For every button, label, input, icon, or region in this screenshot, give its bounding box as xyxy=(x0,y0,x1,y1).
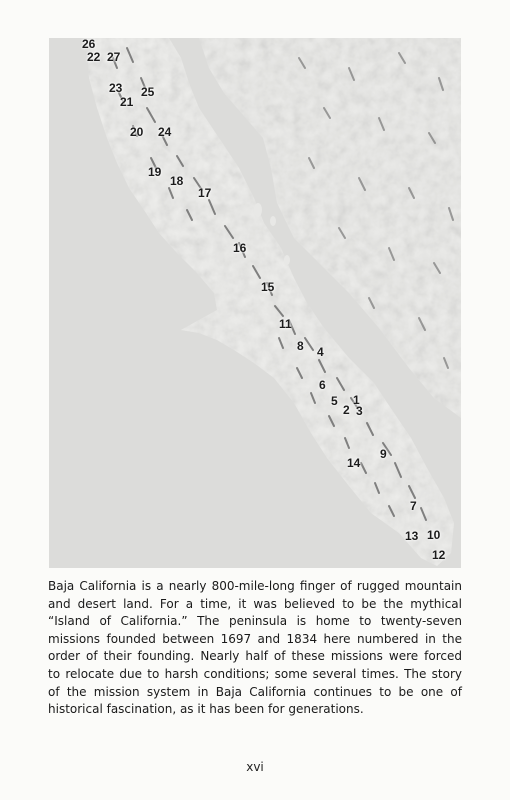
caption-line: and desert land. For a time, it was believed to be the mythical xyxy=(48,596,462,611)
caption-line: missions founded between 1697 and 1834 here numbered in the xyxy=(48,631,462,646)
mission-label-14: 14 xyxy=(347,456,361,470)
mission-label-6: 6 xyxy=(319,378,326,392)
caption-line: to relocate due to harsh conditions; some several times. The story xyxy=(48,666,462,681)
mission-label-8: 8 xyxy=(297,339,304,353)
caption-line: historical fascination, as it has been for generations. xyxy=(48,702,364,717)
mission-label-17: 17 xyxy=(198,186,212,200)
mission-label-15: 15 xyxy=(261,280,275,294)
mission-label-19: 19 xyxy=(148,165,162,179)
mission-label-26: 26 xyxy=(82,38,96,51)
mission-label-4: 4 xyxy=(317,345,324,359)
mission-label-22: 22 xyxy=(87,50,101,64)
map-caption xyxy=(48,578,462,719)
mission-label-20: 20 xyxy=(130,125,144,139)
mission-label-11: 11 xyxy=(279,317,292,331)
mission-label-7: 7 xyxy=(410,499,417,513)
caption-line: “Island of California.” The peninsula is home to twenty-seven xyxy=(48,614,462,629)
mission-label-25: 25 xyxy=(141,85,155,99)
gulf-island xyxy=(254,203,262,217)
caption-line: Baja California is a nearly 800-mile-long finger of rugged mountain xyxy=(48,579,462,593)
mission-label-18: 18 xyxy=(170,174,184,188)
gulf-island xyxy=(284,255,290,265)
mission-label-10: 10 xyxy=(427,528,441,542)
baja-california-map xyxy=(49,38,461,568)
mission-label-2: 2 xyxy=(343,403,350,417)
mission-label-1: 1 xyxy=(353,393,360,407)
page-number: xvi xyxy=(246,760,264,774)
mission-label-12: 12 xyxy=(432,548,446,562)
mission-label-5: 5 xyxy=(331,394,338,408)
mission-label-3: 3 xyxy=(356,404,363,418)
mission-label-9: 9 xyxy=(380,447,387,461)
caption-line: order of their founding. Nearly half of these missions were forced xyxy=(48,649,462,664)
mission-label-23: 23 xyxy=(109,81,123,95)
mission-label-27: 27 xyxy=(107,50,121,64)
mission-label-16: 16 xyxy=(233,241,247,255)
mission-label-21: 21 xyxy=(120,95,134,109)
mission-label-13: 13 xyxy=(405,529,419,543)
gulf-island xyxy=(270,216,276,226)
relief-map-graphic xyxy=(49,38,461,568)
mission-label-24: 24 xyxy=(158,125,172,139)
caption-line: of the mission system in Baja California continues to be one of xyxy=(48,684,462,699)
